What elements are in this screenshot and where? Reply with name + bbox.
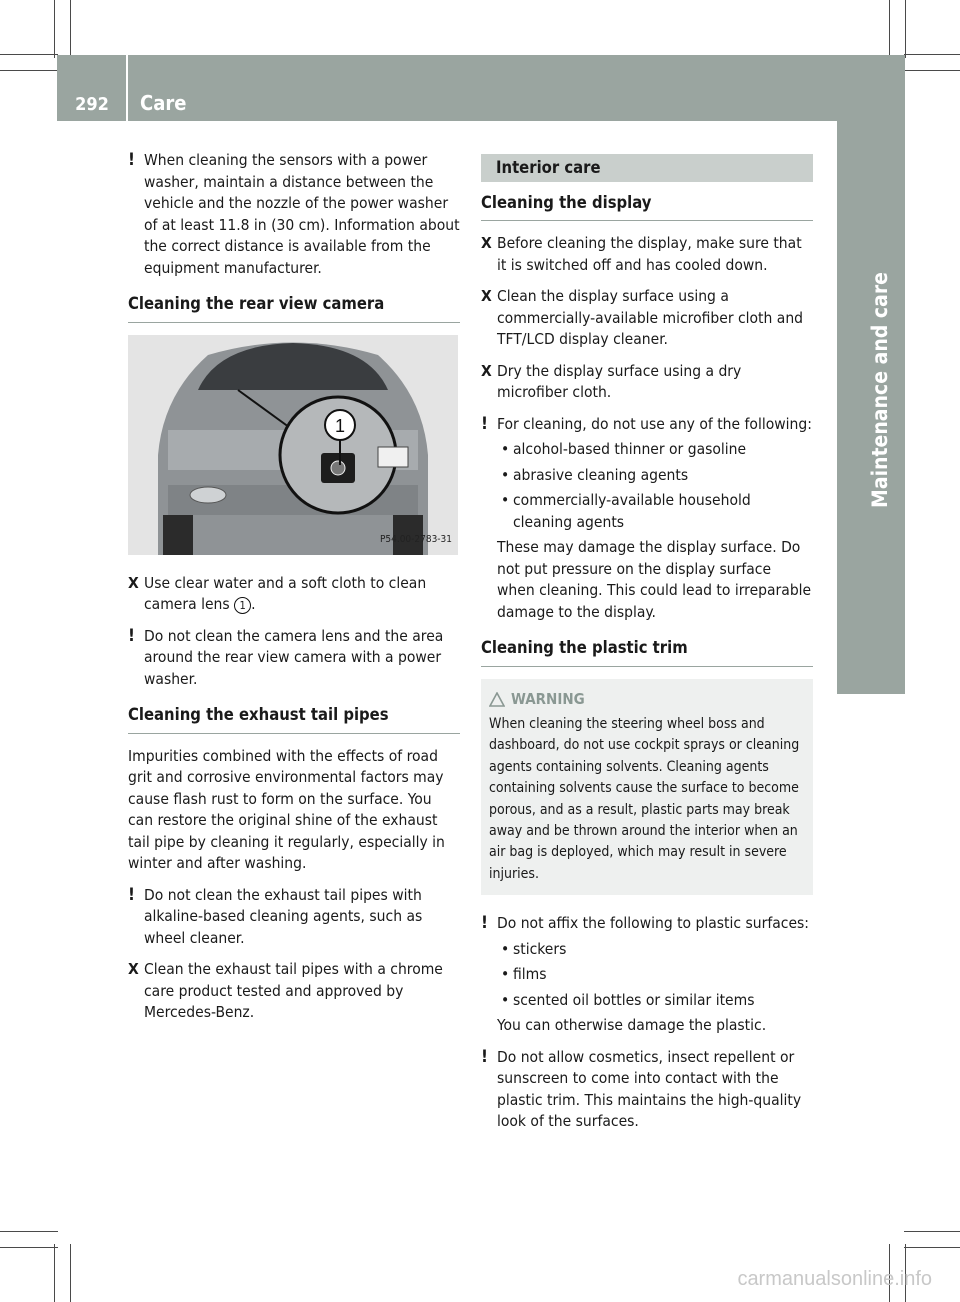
image-caption: P54.00-2783-31 — [379, 534, 452, 545]
note-trim: ! Do not affix the following to plastic surfaces: • stickers • films • scented oil bottles or similar items You can otherwise damage the plastic. — [481, 913, 813, 1037]
page-title: Care — [140, 91, 187, 115]
note-exhaust: ! Do not clean the exhaust tail pipes with alkaline-based cleaning agents, such as wheel cleaner. — [128, 884, 423, 947]
header-divider — [126, 55, 128, 121]
list-item: • scented oil bottles or similar items — [501, 990, 755, 1009]
note-sensors: ! When cleaning the sensors with a power washer, maintain a distance between the vehicle and the nozzle of the power washer of at least 11.8 in (30 cm). Information about the correct distance is available from the equipment manufacturer. — [128, 150, 460, 277]
list-item: • alcohol-based thinner or gasoline — [501, 440, 747, 458]
crop-mark — [904, 1231, 960, 1232]
left-column — [128, 150, 460, 1034]
list-item: • films — [501, 965, 547, 984]
note-cosmetics: ! Do not allow cosmetics, insect repellent or sunscreen to come into contact with the plastic trim. This maintains the high-quality look of the surfaces. — [481, 1046, 802, 1131]
right-column — [481, 150, 813, 1143]
callout-ref: 1 — [234, 597, 251, 614]
car-rear-illustration — [128, 335, 458, 555]
crop-mark — [904, 1247, 960, 1248]
list-item: • abrasive cleaning agents — [501, 465, 689, 484]
list-item: • commercially-available household cleaning agents — [501, 491, 751, 531]
page-number: 292 — [75, 94, 109, 115]
rear-camera-image — [128, 335, 458, 555]
para-exhaust: Impurities combined with the effects of road grit and corrosive environmental factors may cause flash rust to form on the surface. You can restore the original shine of the exhaust tail pipe by cleaning it regularly, especially in winter and after washing. — [128, 746, 445, 872]
heading-rear-view-camera: Cleaning the rear view camera — [128, 293, 460, 323]
crop-mark — [70, 1244, 71, 1302]
step-display-2: X Clean the display surface using a commercially-available microfiber cloth and TFT/LCD display cleaner. — [481, 287, 804, 348]
step-camera: X Use clear water and a soft cloth to clean camera lens 1 . — [128, 573, 427, 613]
callout-number: 1 — [334, 415, 346, 436]
heading-plastic-trim: Cleaning the plastic trim — [481, 637, 813, 667]
crop-mark — [889, 0, 890, 58]
warning-text: When cleaning the steering wheel boss and dashboard, do not use cockpit sprays or cleaning agents containing solvents. Cleaning agents containing solvents cause the surface to become porous, and as a result, plastic parts may break away and be thrown around the interior when an air bag is deployed, which may result in severe injuries. — [489, 715, 800, 882]
warning-icon — [489, 692, 505, 707]
crop-mark — [0, 1231, 58, 1232]
chapter-tab-label: Maintenance and care — [868, 272, 892, 508]
crop-mark — [904, 54, 960, 55]
warning-box — [481, 679, 813, 896]
crop-mark — [54, 1244, 55, 1302]
heading-exhaust: Cleaning the exhaust tail pipes — [128, 704, 460, 734]
list-item: • stickers — [501, 939, 567, 958]
warning-header: WARNING — [489, 689, 803, 710]
crop-mark — [0, 70, 58, 71]
note-camera: ! Do not clean the camera lens and the area around the rear view camera with a power washer. — [128, 625, 444, 688]
watermark: carmanualsonline.info — [737, 1268, 932, 1290]
crop-mark — [905, 0, 906, 58]
heading-display: Cleaning the display — [481, 192, 813, 222]
step-exhaust: X Clean the exhaust tail pipes with a chrome care product tested and approved by Mercedes-Benz. — [128, 960, 443, 1021]
note-display: ! For cleaning, do not use any of the following: • alcohol-based thinner or gasoline • abrasive cleaning agents • commercially-available household cleaning agents These may damage the display surface. Do not put pressure on the display surface when cleaning. This could lead to irreparable damage to the display. — [481, 413, 812, 621]
step-display-1: X Before cleaning the display, make sure that it is switched off and has cooled down. — [481, 234, 802, 274]
step-display-3: X Dry the display surface using a dry microfiber cloth. — [481, 361, 742, 401]
section-interior-care: Interior care — [481, 154, 813, 182]
crop-mark — [0, 1247, 58, 1248]
crop-mark — [0, 54, 58, 55]
crop-mark — [904, 70, 960, 71]
crop-mark — [54, 0, 55, 58]
crop-mark — [70, 0, 71, 58]
